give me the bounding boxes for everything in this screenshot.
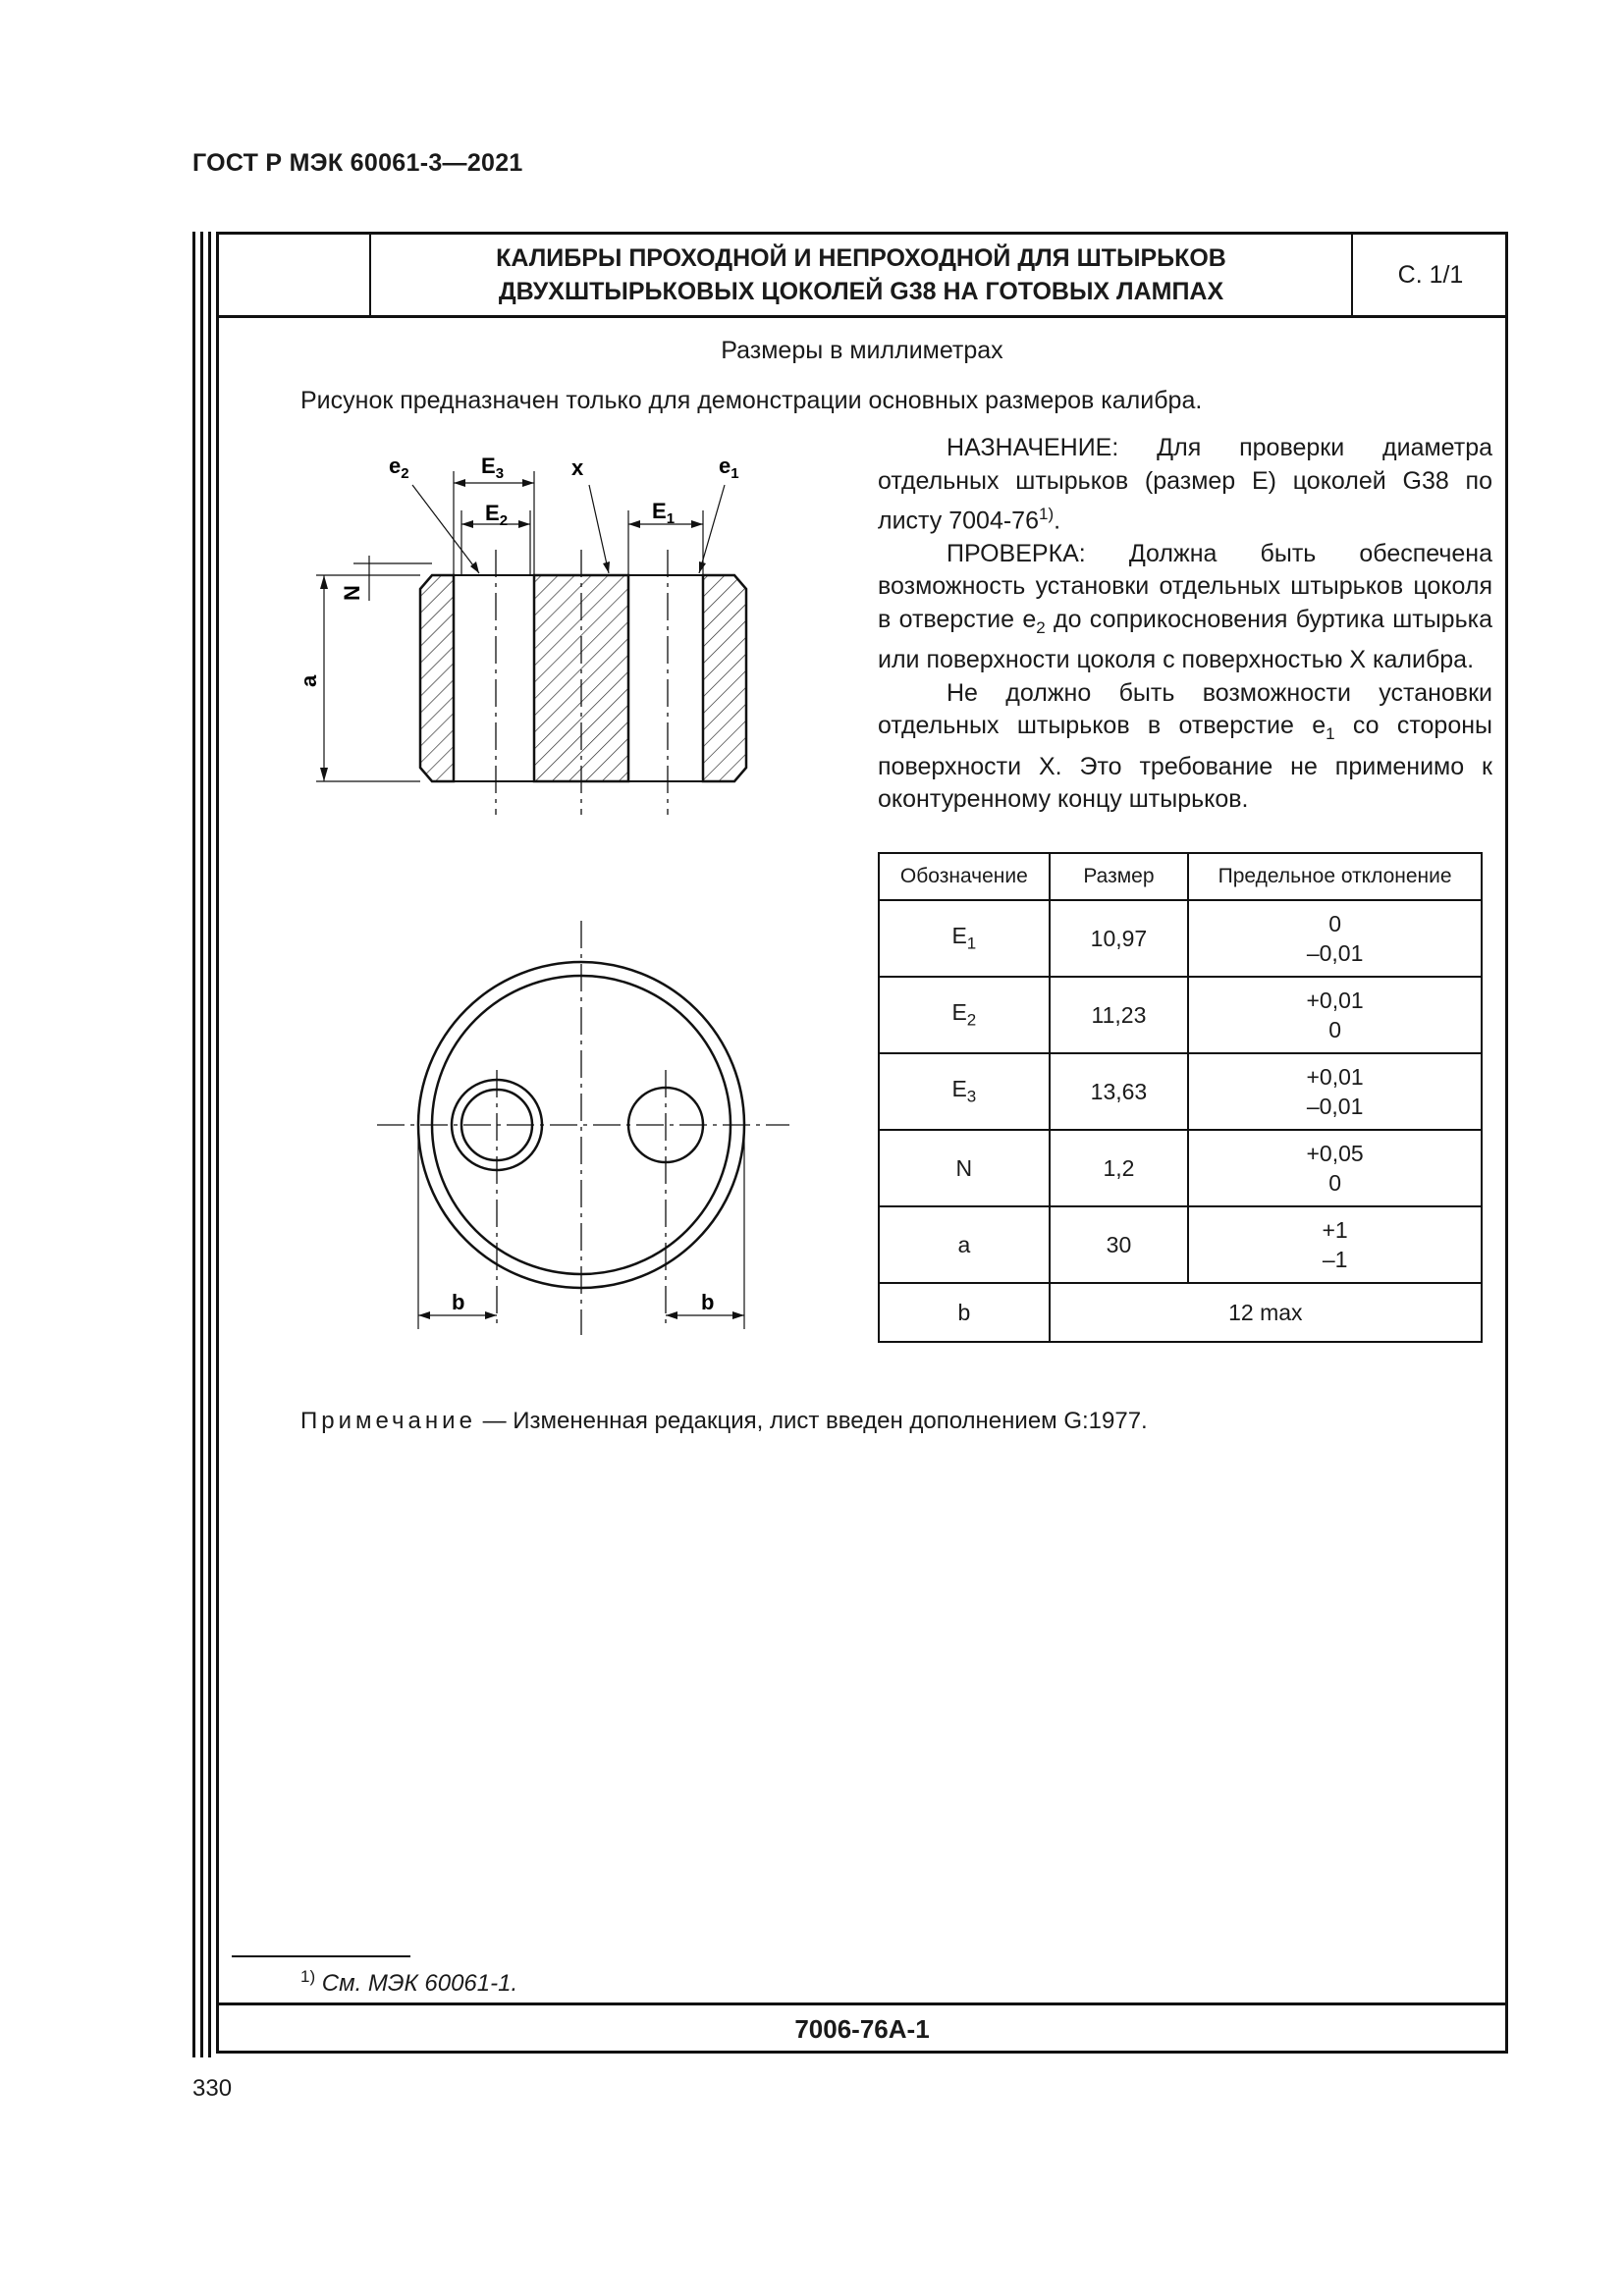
designation-cell: $E_1$ <box>879 900 1050 977</box>
designation-cell: $E_3$ <box>879 1053 1050 1130</box>
size-cell: 30 <box>1050 1206 1189 1283</box>
gauge-drawing <box>295 442 805 1345</box>
size-merged-cell: 12 max <box>1050 1283 1482 1342</box>
designation-cell: b <box>879 1283 1050 1342</box>
sheet-title-line-2: ДВУХШТЫРЬКОВЫХ ЦОКОЛЕЙ G38 НА ГОТОВЫХ ЛАМПАХ <box>498 278 1224 305</box>
label-e1: $e_1$ <box>719 454 739 482</box>
sheet-code: 7006-76A-1 <box>794 2014 930 2044</box>
tolerance-cell: +1 –1 <box>1188 1206 1482 1283</box>
sheet-number: С. 1/1 <box>1397 260 1464 289</box>
footnote-marker: 1) <box>300 1967 316 1986</box>
binding-line <box>200 232 203 2057</box>
table-row <box>879 1283 1482 1342</box>
check-paragraph: ПРОВЕРКА: Должна быть обеспечена возможность установки отдельных штырьков цоколя в отверстие $е_2$ до соприкосновения буртика штырька или поверхности цоколя с поверхностью X калибра. <box>878 539 1492 674</box>
designation-cell: $E_2$ <box>879 977 1050 1053</box>
section-view <box>316 471 746 815</box>
header-designation: Обозначение <box>879 853 1050 900</box>
tolerance-cell: +0,01 –0,01 <box>1188 1053 1482 1130</box>
footnote <box>300 1967 517 1998</box>
document-header: ГОСТ Р МЭК 60061-3—2021 <box>192 149 523 177</box>
units-caption: Размеры в миллиметрах <box>721 337 1003 364</box>
label-b-right: b <box>701 1290 715 1314</box>
table-row <box>879 1053 1482 1130</box>
header-size: Размер <box>1050 853 1189 900</box>
title-block-left-cell <box>216 232 371 318</box>
tolerance-cell: +0,05 0 <box>1188 1130 1482 1206</box>
figure-note: Рисунок предназначен только для демонстрации основных размеров калибра. <box>300 387 1203 414</box>
table-row <box>879 977 1482 1053</box>
sheet-title <box>371 232 1353 318</box>
header-tolerance: Предельное отклонение <box>1188 853 1482 900</box>
tolerance-cell: +0,01 0 <box>1188 977 1482 1053</box>
restriction-paragraph: Не должно быть возможности установки отдельных штырьков в отверстие $е_1$ со стороны поверхности X. Это требование не применимо к оконтуренному концу штырьков. <box>878 678 1492 814</box>
table-row <box>879 900 1482 977</box>
note <box>300 1408 1148 1435</box>
table-header-row <box>879 853 1482 900</box>
label-b-left: b <box>452 1290 465 1314</box>
designation-cell: a <box>879 1206 1050 1283</box>
label-E1: $E_1$ <box>652 499 676 527</box>
note-text: — Измененная редакция, лист введен дополнением G:1977. <box>475 1408 1148 1434</box>
purpose-text <box>878 432 1492 817</box>
sheet-title-line-1: КАЛИБРЫ ПРОХОДНОЙ И НЕПРОХОДНОЙ ДЛЯ ШТЫРЬКОВ <box>496 244 1226 272</box>
footnote-text: См. МЭК 60061-1. <box>315 1970 518 1997</box>
binding-line <box>208 232 211 2057</box>
label-a: a <box>297 674 321 687</box>
table-row <box>879 1206 1482 1283</box>
page-number: 330 <box>192 2075 233 2102</box>
label-E3: $E_3$ <box>481 454 505 482</box>
note-label: Примечание <box>300 1408 476 1434</box>
size-cell: 13,63 <box>1050 1053 1189 1130</box>
binding-line <box>192 232 195 2057</box>
size-cell: 10,97 <box>1050 900 1189 977</box>
designation-cell: N <box>879 1130 1050 1206</box>
footnote-rule <box>232 1955 410 1957</box>
label-E2: $E_2$ <box>485 501 509 529</box>
plan-view <box>377 921 789 1335</box>
table-row <box>879 1130 1482 1206</box>
label-N: N <box>340 585 364 601</box>
label-x: x <box>571 455 584 480</box>
label-e2: $e_2$ <box>389 454 409 482</box>
size-cell: 1,2 <box>1050 1130 1189 1206</box>
dimensions-table <box>878 852 1483 1343</box>
title-divider <box>216 315 1508 318</box>
tolerance-cell: 0 –0,01 <box>1188 900 1482 977</box>
size-cell: 11,23 <box>1050 977 1189 1053</box>
purpose-paragraph: НАЗНАЧЕНИЕ: Для проверки диаметра отдельных штырьков (размер Е) цоколей G38 по листу 7004-76$^{1)}$. <box>878 434 1492 535</box>
